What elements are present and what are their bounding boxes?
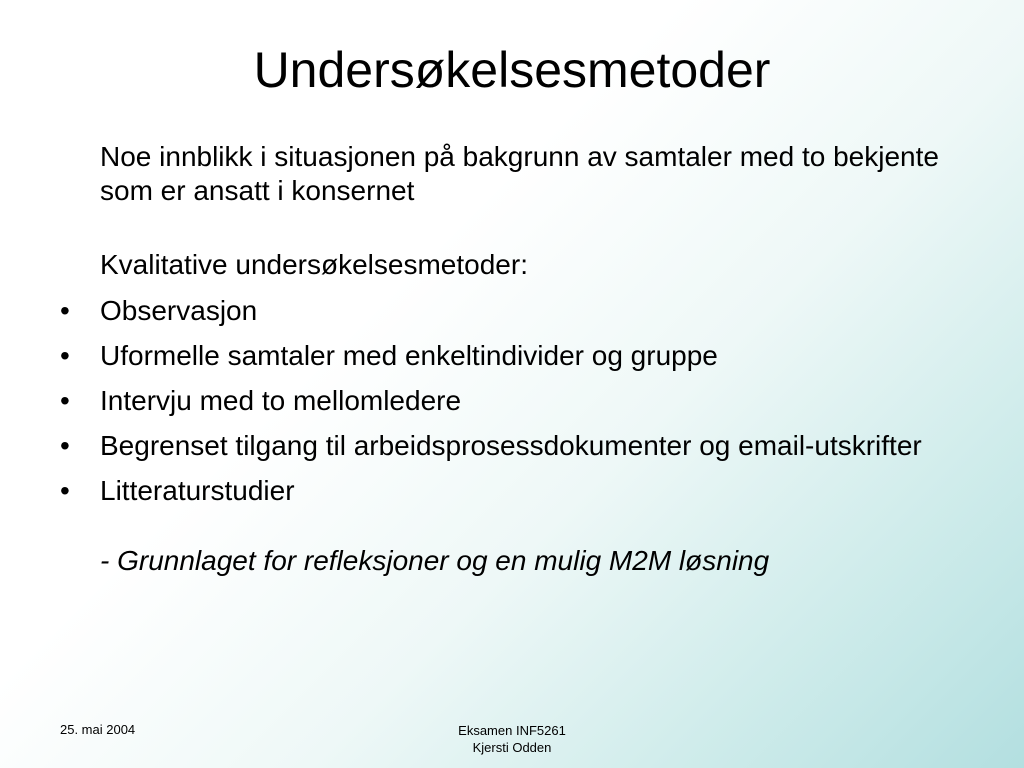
list-item xyxy=(58,384,978,418)
footer-date: 25. mai 2004 xyxy=(60,722,136,737)
list-item xyxy=(58,339,978,373)
bullet-icon: • xyxy=(60,430,70,461)
list-item-text: Litteraturstudier xyxy=(100,475,295,506)
slide-body xyxy=(58,140,978,578)
bullet-icon: • xyxy=(60,385,70,416)
bullet-icon: • xyxy=(60,295,70,326)
methods-list xyxy=(58,294,978,508)
intro-paragraph: Noe innblikk i situasjonen på bakgrunn av samtaler med to bekjente som er ansatt i konsernet xyxy=(100,141,939,206)
slide-title: Undersøkelsesmetoder xyxy=(253,42,771,98)
conclusion-text: - Grunnlaget for refleksjoner og en mulig M2M løsning xyxy=(100,545,770,576)
list-item-text: Begrenset tilgang til arbeidsprosessdokumenter og email-utskrifter xyxy=(100,430,922,461)
list-item-text: Intervju med to mellomledere xyxy=(100,385,462,416)
bullet-icon: • xyxy=(60,475,70,506)
list-item-text: Uformelle samtaler med enkeltindivider og gruppe xyxy=(100,340,718,371)
list-item xyxy=(58,429,978,463)
footer-exam-label: Eksamen INF5261 xyxy=(458,723,566,738)
list-item xyxy=(58,474,978,508)
footer-center xyxy=(412,722,612,756)
bullet-icon: • xyxy=(60,340,70,371)
list-item-text: Observasjon xyxy=(100,295,258,326)
methods-lead: Kvalitative undersøkelsesmetoder: xyxy=(100,249,528,280)
list-item xyxy=(58,294,978,328)
footer-author: Kjersti Odden xyxy=(472,740,552,755)
